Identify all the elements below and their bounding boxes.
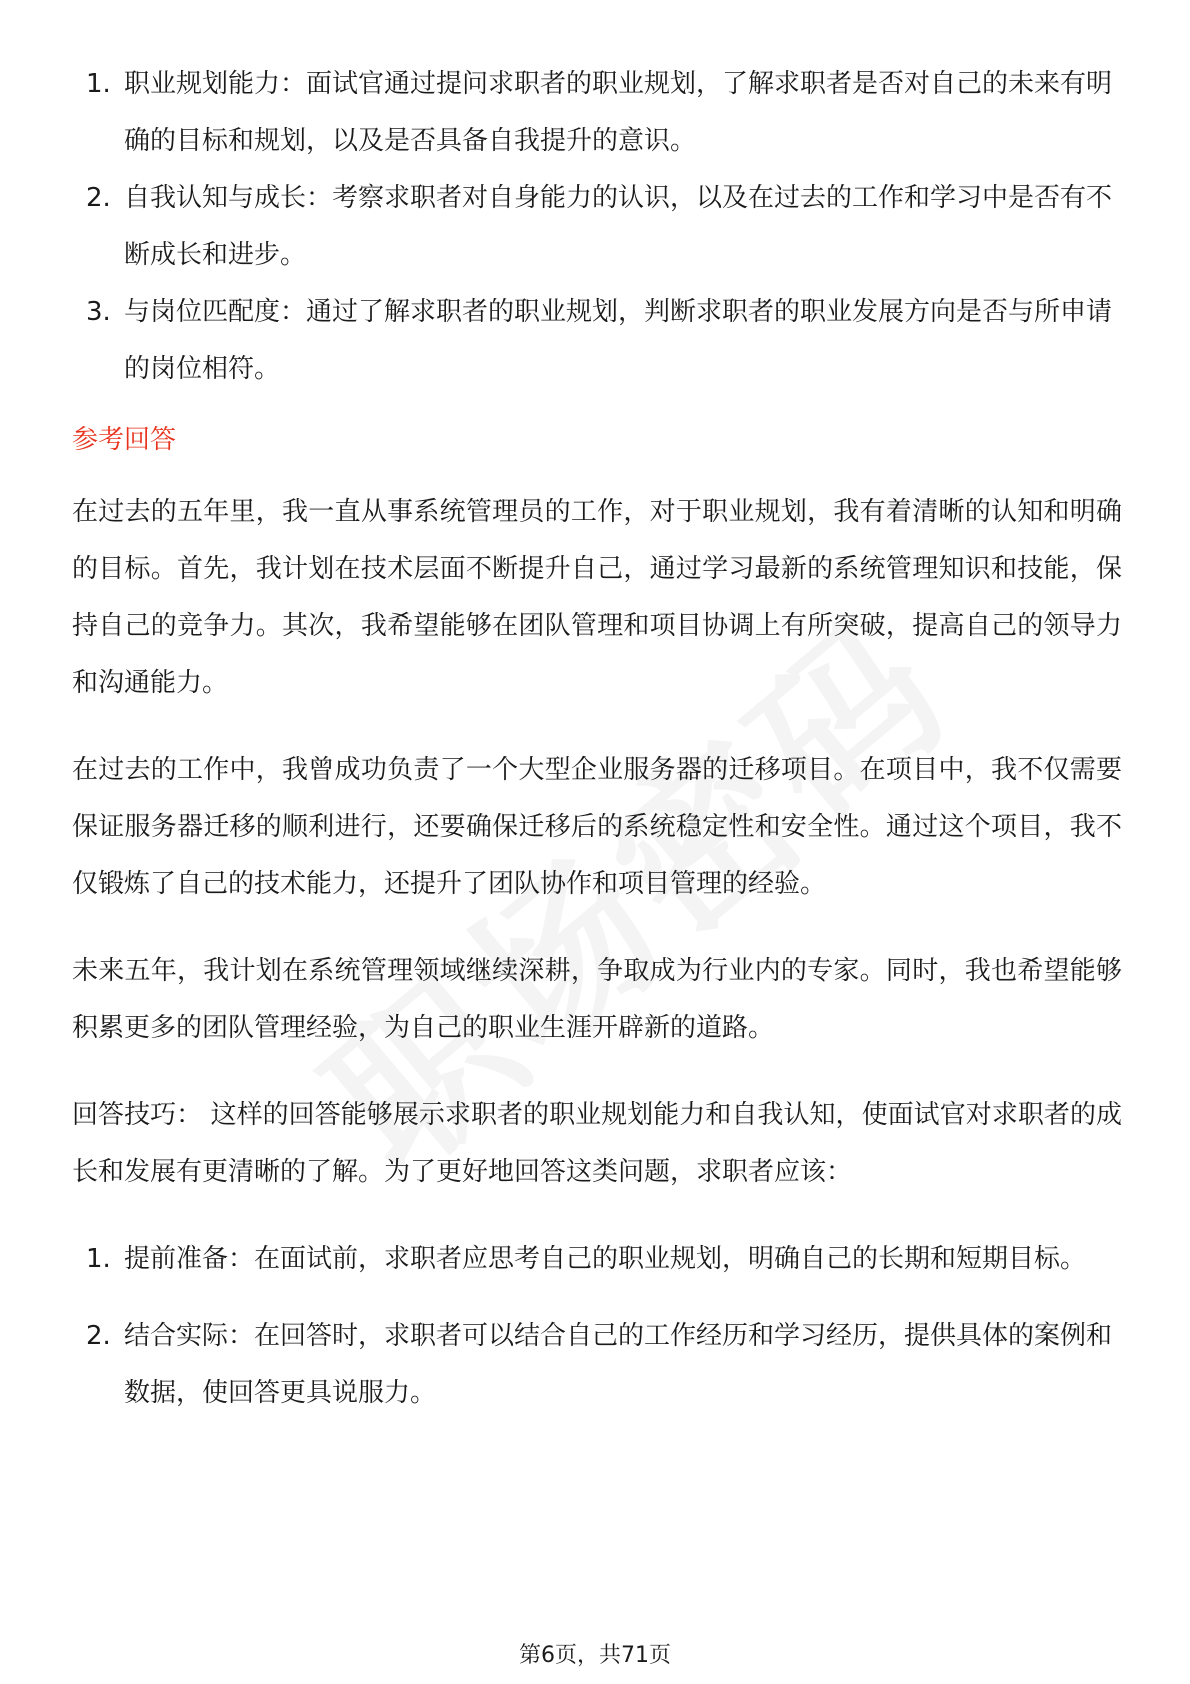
- list-item: [72, 170, 1122, 284]
- list-item: [72, 1231, 1122, 1288]
- answer-paragraph: 在过去的五年里，我一直从事系统管理员的工作，对于职业规划，我有着清晰的认知和明确的目标。首先，我计划在技术层面不断提升自己，通过学习最新的系统管理知识和技能，保持自己的竞争力。其次，我希望能够在团队管理和项目协调上有所突破，提高自己的领导力和沟通能力。: [72, 497, 1122, 698]
- list-item-text: 职业规划能力：面试官通过提问求职者的职业规划，了解求职者是否对自己的未来有明确的目标和规划，以及是否具备自我提升的意识。: [124, 69, 1113, 156]
- answer-tips-paragraph: 回答技巧： 这样的回答能够展示求职者的职业规划能力和自我认知，使面试官对求职者的成长和发展有更清晰的了解。为了更好地回答这类问题，求职者应该：: [72, 1100, 1122, 1187]
- tips-list: [72, 1231, 1122, 1422]
- reference-answer-heading: 参考回答: [72, 425, 177, 455]
- list-item-number: 1.: [86, 69, 111, 99]
- page-number: 第6页，共71页: [519, 1643, 671, 1668]
- list-item-text: 与岗位匹配度：通过了解求职者的职业规划，判断求职者的职业发展方向是否与所申请的岗位相符。: [124, 297, 1113, 384]
- list-item: [72, 56, 1122, 170]
- list-item-text: 结合实际：在回答时，求职者可以结合自己的工作经历和学习经历，提供具体的案例和数据，使回答更具说服力。: [124, 1321, 1113, 1408]
- answer-paragraph: 未来五年，我计划在系统管理领域继续深耕，争取成为行业内的专家。同时，我也希望能够积累更多的团队管理经验，为自己的职业生涯开辟新的道路。: [72, 956, 1122, 1043]
- evaluation-points-list: [72, 56, 1122, 398]
- list-item: [72, 284, 1122, 398]
- list-item-number: 3.: [86, 297, 111, 327]
- list-item-text: 提前准备：在面试前，求职者应思考自己的职业规划，明确自己的长期和短期目标。: [124, 1244, 1087, 1274]
- list-item: [72, 1308, 1122, 1422]
- page-content: [72, 56, 1122, 1442]
- list-item-number: 1.: [86, 1244, 111, 1274]
- list-item-number: 2.: [86, 183, 111, 213]
- list-item-text: 自我认知与成长：考察求职者对自身能力的认识，以及在过去的工作和学习中是否有不断成长和进步。: [124, 183, 1113, 270]
- list-item-number: 2.: [86, 1321, 111, 1351]
- answer-paragraph: 在过去的工作中，我曾成功负责了一个大型企业服务器的迁移项目。在项目中，我不仅需要保证服务器迁移的顺利进行，还要确保迁移后的系统稳定性和安全性。通过这个项目，我不仅锻炼了自己的技术能力，还提升了团队协作和项目管理的经验。: [72, 755, 1122, 899]
